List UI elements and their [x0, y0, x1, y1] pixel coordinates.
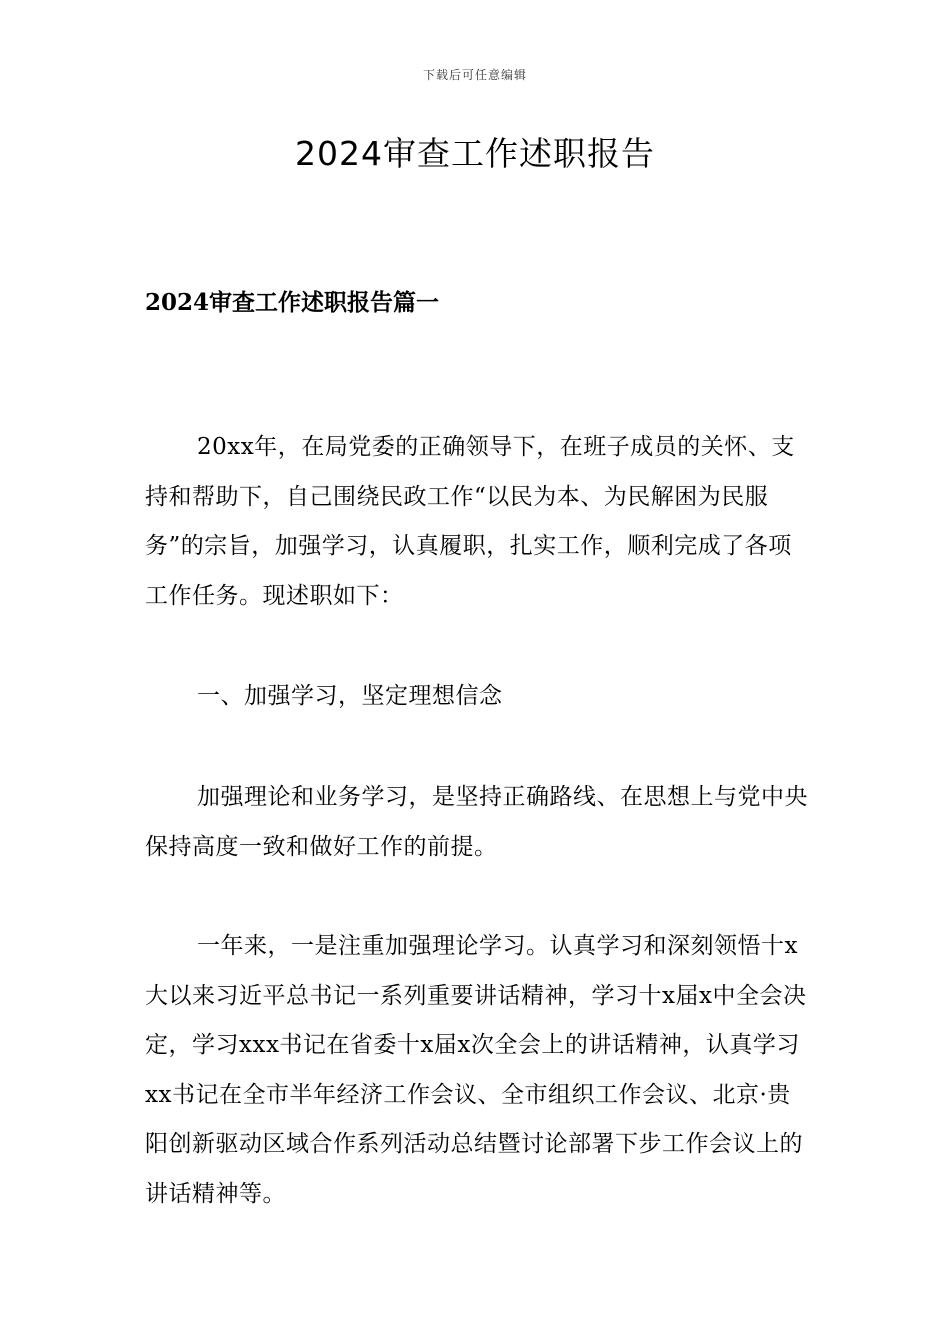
section-title: 2024审查工作述职报告篇一 [145, 289, 440, 316]
document-title: 2024审查工作述职报告 [295, 134, 655, 173]
paragraph-theory-study: 一年来，一是注重加强理论学习。认真学习和深刻领悟十x大以来习近平总书记一系列重要讲话精神，学习十x届x中全会决定，学习xxx书记在省委十x届x次全会上的讲话精神，认真学习xx书记在全市半年经济工作会议、全市组织工作会议、北京·贵阳创新驱动区域合作系列活动总结暨讨论部署下步工作会议上的讲话精神等。 [145, 933, 807, 1207]
header-note: 下载后可任意编辑 [422, 68, 527, 82]
subheading-study: 一、加强学习，坚定理想信念 [197, 683, 503, 709]
paragraph-intro: 20xx年，在局党委的正确领导下，在班子成员的关怀、支持和帮助下，自己围绕民政工作“以民为本、为民解困为民服务”的宗旨，加强学习，认真履职，扎实工作，顺利完成了各项工作任务。现述职如下： [145, 434, 795, 609]
paragraph-study-premise: 加强理论和业务学习，是坚持正确路线、在思想上与党中央保持高度一致和做好工作的前提。 [145, 784, 808, 860]
